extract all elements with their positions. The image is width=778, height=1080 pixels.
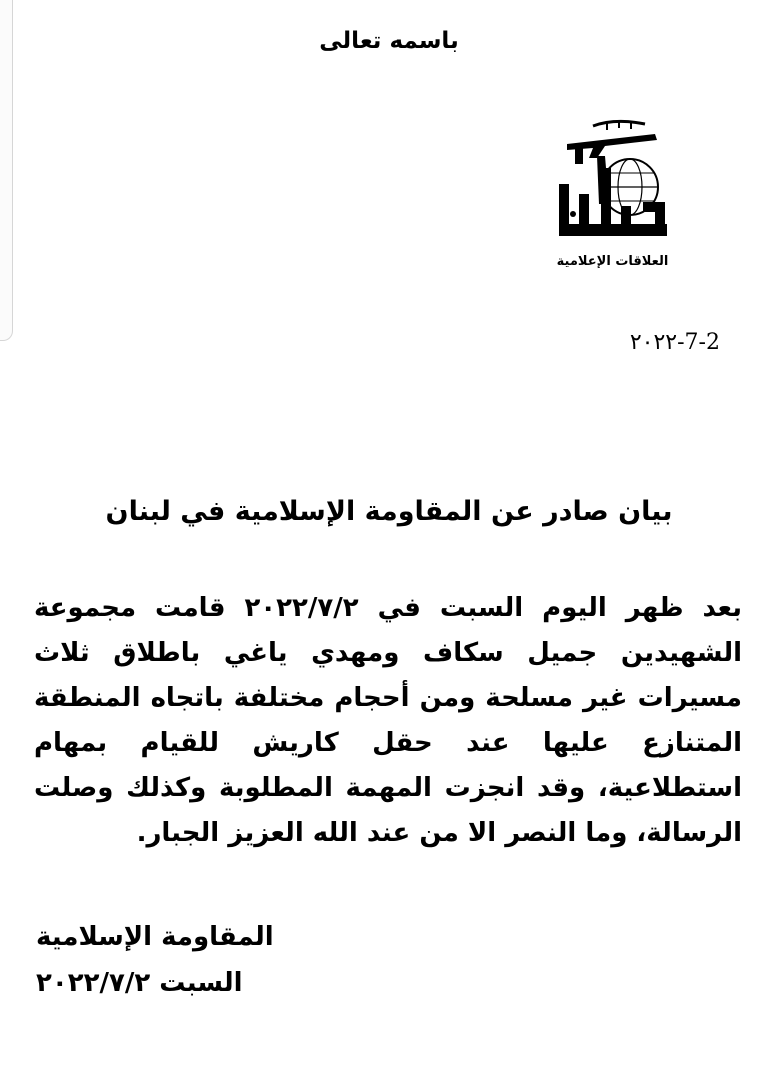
basmala-header: باسمه تعالى	[319, 28, 459, 54]
signature-name: المقاومة الإسلامية	[36, 922, 274, 952]
logo	[545, 112, 680, 282]
hezbollah-emblem-icon	[545, 112, 680, 252]
logo-caption: العلاقات الإعلامية	[556, 254, 669, 269]
statement-title: بيان صادر عن المقاومة الإسلامية في لبنان	[105, 496, 673, 527]
signature-date: السبت ٢٠٢٢/٧/٢	[36, 968, 243, 998]
document-date: ٢٠٢٢-7-2	[629, 330, 720, 355]
statement-body: بعد ظهر اليوم السبت في ٢٠٢٢/٧/٢ قامت مجموعة الشهيدين جميل سكاف ومهدي ياغي باطلاق ثلاث مسيرات غير مسلحة ومن أحجام مختلفة باتجاه المنطقة المتنازع عليها عند حقل كاريش للقيام بمهام استطلاعية، وقد انجزت المهمة المطلوبة وكذلك وصلت الرسالة، وما النصر الا من عند الله العزيز الجبار.	[34, 593, 742, 848]
